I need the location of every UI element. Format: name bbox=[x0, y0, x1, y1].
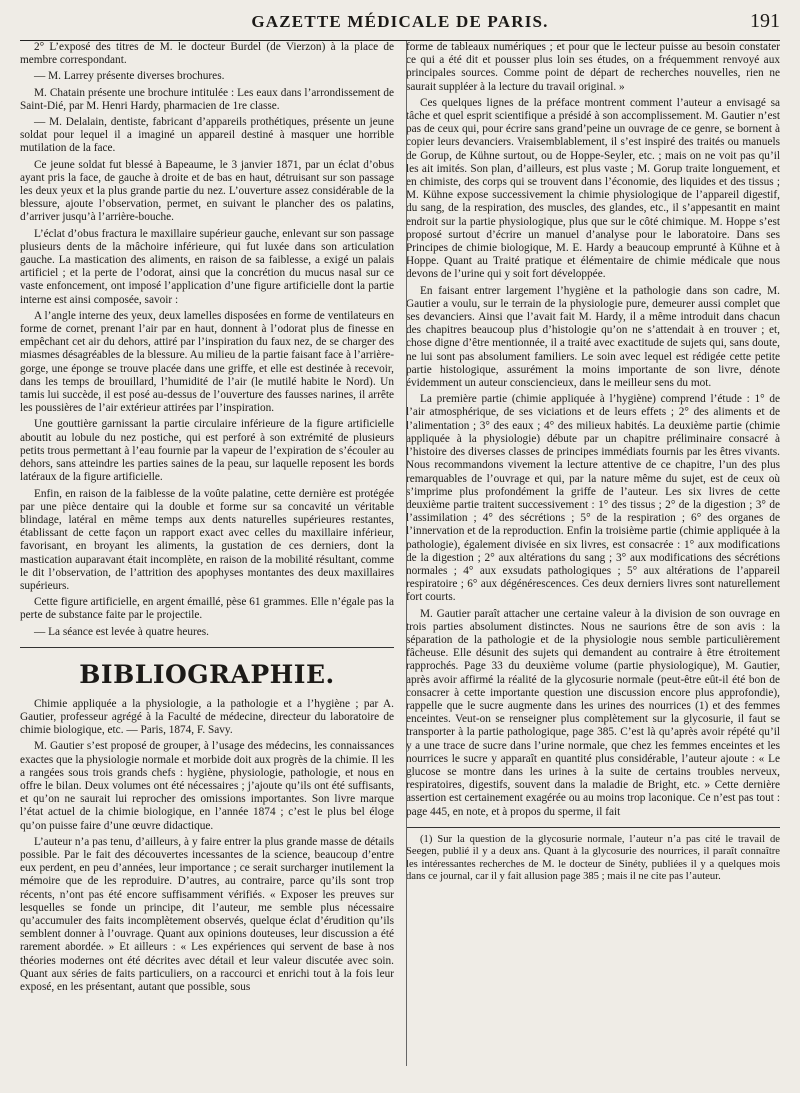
right-column bbox=[406, 41, 780, 1066]
journal-title: GAZETTE MÉDICALE DE PARIS. bbox=[251, 12, 549, 31]
page-number: 191 bbox=[750, 10, 780, 32]
section-heading: BIBLIOGRAPHIE. bbox=[79, 659, 335, 689]
running-header bbox=[20, 0, 780, 41]
closing-line: — La séance est levée à quatre heures. bbox=[34, 625, 210, 638]
paragraph: A l’angle interne des yeux, deux lamelles disposées en forme de ventilateurs en forme de cornet, prenant l’air par en haut, donnent à l’odorat plus de finesse en empêchant cet air du dehors, attiré par l’inspiration du faux nez, de se charger des miasmes désagréables de la blessure. Au milieu de la partie faisant face à l’arrière-gorge, une éponge se trouve placée dans une griffe, et elle est destinée à recevoir, dans les temps de brouillard, l’humidité de l’air (le mutilé habite le Nord). Un tamis lui succède, il est posé au-dessus de l’ouverture des fausses narines, il arrête les poussières de l’air extérieur attirées par l’inspiration. bbox=[20, 309, 394, 415]
paragraph: forme de tableaux numériques ; et pour que le lecteur puisse au besoin constater ce qui a été dit et pousser plus loin ses études, on a fréquemment renvoyé aux principales sources. Comme point de départ de recherches nouvelles, rien ne saurait suppléer à la lecture du travail original. » bbox=[406, 41, 780, 93]
paragraph: La première partie (chimie appliquée à l’hygiène) comprend l’étude : 1° de l’air atmosphérique, de ses viciations et de leurs effets ; 2° des aliments et de l’alimentation ; 3° des eaux ; 4° des milieux habités. La deuxième partie (chimie appliquée à la physiologie) débute par un chapitre préliminaire consacré à l’histoire des diverses classes de principes immédiats fournis par les êtres vivants. Nous recommandons vivement la lecture attentive de ce chapitre, l’un des plus remarquables de l’ouvrage et qui, par la nature même du sujet, est de ceux où s’imprime plus profondément la griffe de l’auteur. Les six livres de cette deuxième partie traitent successivement : 1° des tissus ; 2° de la digestion ; 3° de l’assimilation ; 4° des sécrétions ; 5° de la respiration ; 6° des organes de l’innervation et de la reproduction. Enfin la troisième partie (chimie appliquée à la pathologie), également divisée en six livres, est consacrée : 1° aux modifications de la digestion ; 2° aux altérations du sang ; 3° aux modifications des sécrétions normales ; 4° aux exsudats pathologiques ; 5° aux altérations de l’appareil respiratoire ; 6° aux dégénérescences. Ces deux derniers livres sont naturellement fort courts. bbox=[406, 393, 780, 604]
paragraph: Enfin, en raison de la faiblesse de la voûte palatine, cette dernière est protégée par une pièce dentaire qui la double et forme sur sa concavité un véritable blindage, latéral en même temps aux dents naturelles supérieures restantes, établissant de cette façon un rapport exact avec celles du maxillaire inférieur, favorisant, en broyant les aliments, la gustation de ces derniers, dont la mastication auparavant était incomplète, en raison de la mobilité résultant, comme le dit l’observation, de l’attrition des apophyses montantes des deux maxillaires supérieurs. bbox=[20, 487, 394, 592]
left-column bbox=[20, 41, 394, 1066]
paragraph: Ce jeune soldat fut blessé à Bapeaume, le 3 janvier 1871, par un éclat d’obus ayant pris la face, de gauche à droite et de bas en haut, détruisant sur son passage les deux yeux et la plus grande partie du nez. L’ouverture assez considérable de la blessure, ajoute l’observation, permet, en suivant le plancher des os palatins, d’arriver jusqu’à l’arrière-bouche. bbox=[20, 158, 394, 224]
column-divider bbox=[406, 41, 407, 1066]
book-reference: Chimie appliquée a la physiologie, a la pathologie et a l’hygiène ; par A. Gautier, professeur agrégé à la Faculté de médecine, directeur du laboratoire de chimie biologique, etc. — Paris, 1874, F. Savy. bbox=[20, 697, 394, 737]
paragraph: L’éclat d’obus fractura le maxillaire supérieur gauche, enlevant sur son passage plusieurs dents de la mâchoire inférieure, qui fut luxée dans son articulation gauche. La mastication des aliments, en raison de sa faiblesse, a exigé un palais artificiel ; et la perte de l’odorat, ainsi que la concrétion du mucus nasal sur ce vaste enfoncement, ont imposé l’application d’une figure artificielle dont la partie interne est ainsi composée, savoir : bbox=[20, 227, 394, 306]
paragraph: L’auteur n’a pas tenu, d’ailleurs, à y faire entrer la plus grande masse de détails possible. Par le fait des découvertes incessantes de la science, beaucoup d’entre eux perdent, en peu d’années, leur importance ; ce serait surcharger inutilement la mémoire que de les reproduire. D’autres, au contraire, parce qu’ils sont trop récents, n’ont pas été encore suffisamment vérifiés. « Exposer les preuves sur lesquelles se fonde un principe, dit l’auteur, me semble plus nécessaire qu’accumuler des faits incomplètement observés, quelque éclat d’érudition qu’ils semblent donner à l’ouvrage. Quant aux opinions douteuses, leur discussion a été rarement abordée. » Et ailleurs : « Les expériences qui servent de base à nos théories modernes ont été décrites avec détail et leur valeur discutée avec soin. Quant aux séries de faits particuliers, on a raccourci et enrichi tout à la fois leur exposé, en les présentant, autant que possible, sous bbox=[20, 835, 394, 993]
paragraph: M. Chatain présente une brochure intitulée : Les eaux dans l’arrondissement de Saint-Dié, par M. Henri Hardy, pharmacien de 1re classe. bbox=[20, 86, 394, 112]
paragraph: En faisant entrer largement l’hygiène et la pathologie dans son cadre, M. Gautier a voulu, sur le terrain de la physiologie pure, demeurer aussi complet que ses devanciers. Ainsi que l’avait fait M. Hardy, il a même introduit dans chacun des chapitres beaucoup plus d’histologie qu’on ne s’attendait à en trouver ; et, chose digne d’être mentionnée, il a traité avec exactitude de sujets qui, sans doute, ne lui sont pas absolument familiers. Le soin avec lequel est rédigée cette petite partie histologique, assurément la moins importante de son livre, dénote évidemment un auteur consciencieux, dans le meilleur sens du mot. bbox=[406, 284, 780, 390]
footnote-text: (1) Sur la question de la glycosurie normale, l’auteur n’a pas cité le travail de Seegen, publié il y a deux ans. Quant à la glycosurie des nourrices, il paraît connaître les intéressantes recherches de M. le docteur de Sinéty, publiées il y a quelques mois dans ce journal, car il y fait allusion page 385 ; mais il ne cite pas l’auteur. bbox=[406, 833, 780, 882]
two-column-body bbox=[20, 41, 780, 1066]
paragraph: Ces quelques lignes de la préface montrent comment l’auteur a envisagé sa tâche et quel esprit scientifique a présidé à son accomplissement. M. Gautier n’est pas de ceux qui, pour écrire sans grand’peine un ouvrage de ce genre, se bornent à copier leurs devanciers. Vraisemblablement, il s’est inspiré des traités ou manuels de Gorup, de Kühne surtout, ou de Hoppe-Seyler, etc. ; mais on ne voit pas qu’il les ait imités. Son plan, d’ailleurs, est plus vaste ; M. Gorup traite longuement, et en chimiste, des corps qui se trouvent dans l’économie, des liquides et des tissus ; M. Kühne expose successivement la chimie physiologique de l’appareil digestif, du sang, de la respiration, des muscles, des glandes, etc., il s’appesantit en maint endroit sur la partie physiologique, plus que sur le côté chimique. M. Hoppe s’est proposé surtout d’écrire un manuel d’analyse pour le laboratoire. Dans ses Principes de chimie biologique, M. E. Hardy a beaucoup emprunté à Kühne et à Hoppe. Quant au Traité pratique et élémentaire de chimie médicale que nous devons de l’urine qui y soit fort développée. bbox=[406, 96, 780, 281]
paragraph: Une gouttière garnissant la partie circulaire inférieure de la figure artificielle aboutit au lobule du nez postiche, qui est perforé à son extrémité de plusieurs petits trous permettant à l’eau fournie par la vapeur de l’expiration de s’écouler au dehors, sans atteindre les parties saines de la peau, sur laquelle reposent les bords latéraux de la figure artificielle. bbox=[20, 418, 394, 484]
section-rule bbox=[20, 647, 394, 648]
paragraph: — M. Delalain, dentiste, fabricant d’appareils prothétiques, présente un jeune soldat pour lequel il a imaginé un appareil destiné à masquer une horrible mutilation de la face. bbox=[20, 116, 394, 155]
paragraph: 2° L’exposé des titres de M. le docteur Burdel (de Vierzon) à la place de membre correspondant. bbox=[20, 41, 394, 67]
paragraph: Cette figure artificielle, en argent émaillé, pèse 61 grammes. Elle n’égale pas la perte de substance faite par le projectile. bbox=[20, 596, 394, 622]
paragraph: — M. Larrey présente diverses brochures. bbox=[34, 70, 225, 83]
footnote bbox=[406, 827, 780, 884]
paragraph: M. Gautier s’est proposé de grouper, à l’usage des médecins, les connaissances exactes que la physiologie normale et morbide doit aux progrès de la chimie. Il les a rangées sous trois grands chefs : hygiène, physiologie, pathologie, et nous en offre le bilan. Deux volumes ont été nécessaires ; j’ajoute qu’ils ont été suffisants, et qu’on ne saurait lui reprocher des omissions importantes. Son livre marque l’état actuel de la chimie biologique, en l’année 1874 ; c’est le plus bel éloge qu’on puisse faire d’une œuvre didactique. bbox=[20, 740, 394, 832]
paragraph: M. Gautier paraît attacher une certaine valeur à la division de son ouvrage en trois parties absolument distinctes. Nous ne saurions être de son avis : la séparation de la pathologie et de la physiologie nous semble particulièrement fâcheuse. Elle désunit des sujets qui demandent au contraire à être étroitement rapprochés. Page 33 du deuxième volume (partie physiologique), M. Gautier, après avoir affirmé la réalité de la glycosurie normale (peut-être eût-il été bon de consacrer à cette importante question une discussion encore plus approfondie), rappelle que le sucre augmente dans les urines des nourrices (1) et des femmes enceintes. Veut-on se renseigner plus complètement sur la glycosurie, il faut se transporter à la partie pathologique, page 385. C’est là qu’après avoir répété qu’il y a une trace de sucre dans l’urine normale, que chez les femmes enceintes et les nourrices le sucre y apparaît en quantité plus considérable, l’auteur ajoute : « Le glucose se montre dans les urines à la suite de certains troubles nerveux, respiratoires, digestifs, souvent dans la maladie de Bright, etc. » Cette dernière assertion est certainement exagérée ou au moins trop laconique. Ce n’est pas tout : page 445, en note, et à propos du sperme, il fait bbox=[406, 607, 780, 818]
